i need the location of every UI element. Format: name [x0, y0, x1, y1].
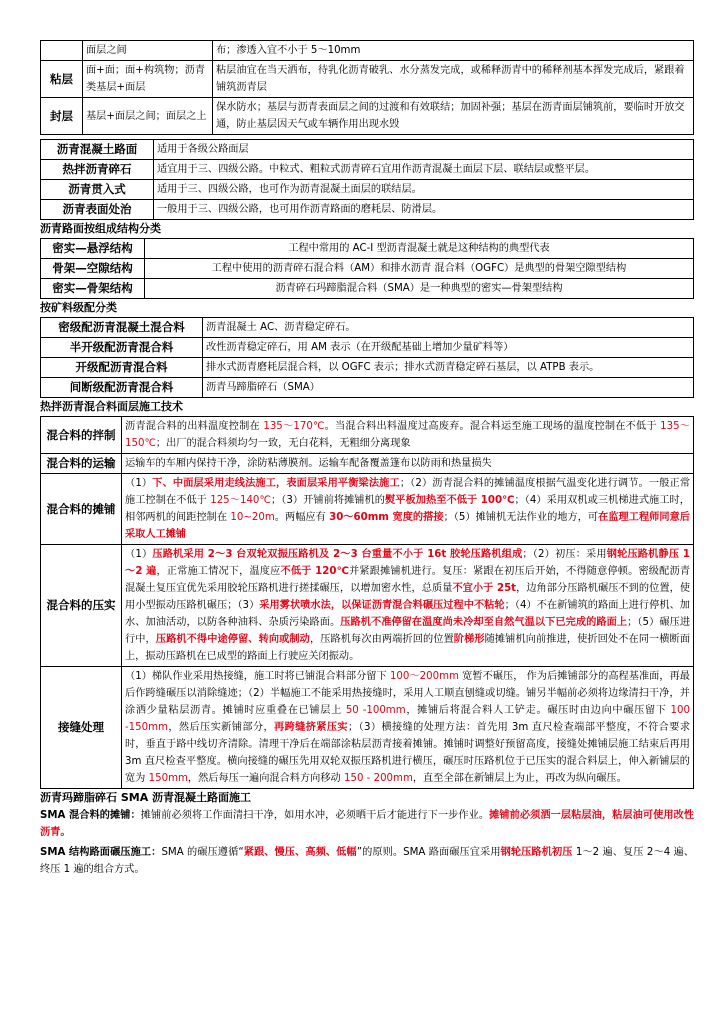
text-run: （1）: [125, 478, 153, 489]
text-run: ，摊铺后将混合料人工铲走。碾压时由边向中碾压留下: [405, 705, 671, 716]
step-label: 混合料的压实: [41, 545, 122, 667]
highlight-text: 150mm: [148, 773, 188, 784]
highlight-text: 压路机不准停留在温度尚未冷却至自然气温以下已完成的路面上: [340, 617, 628, 628]
structure-table: [40, 238, 694, 299]
gradation-name: 密级配沥青混凝土混合料: [41, 318, 203, 338]
text-run: 摊铺前必须将工作面清扫干净，如用水冲，必须晒干后才能进行下一步作业。: [140, 810, 490, 821]
text-run: 并紧跟摊铺机进行。复压：紧跟在初压后开始，不得随意停顿。密级配沥青混凝土复压宜优先采用胶轮压路机进行搓揉碾压，以增加密水性，总质量: [125, 566, 691, 594]
highlight-text: 在监理工程师同意后采取人工摊铺: [125, 512, 690, 540]
between-cell: 面层之间: [83, 41, 213, 61]
table-row: [41, 474, 694, 545]
highlight-text: 摊铺前必须洒一层粘层油，粘层油可使用改性沥青。: [40, 810, 695, 838]
table-row: [41, 259, 694, 279]
table-row: [41, 417, 694, 454]
gradation-desc: 排水式沥青磨耗层混合料，以 OGFC 表示；排水式沥青稳定碎石基层，以 ATPB 表示。: [203, 358, 694, 378]
table-row: [41, 358, 694, 378]
gradation-desc: 沥青混凝土 AC、沥青稳定碎石。: [203, 318, 694, 338]
table-row: [41, 140, 694, 160]
between-cell: 基层+面层之间；面层之上: [83, 98, 213, 135]
pavement-type-desc: 适宜用于三、四级公路。中粒式、粗粒式沥青碎石宜用作沥青混凝土面层下层、联结层或整平层。: [154, 160, 694, 180]
table-row: [41, 239, 694, 259]
step-label: 混合料的摊铺: [41, 474, 122, 545]
section-heading: 按矿料级配分类: [40, 301, 117, 314]
pavement-type-desc: 适用于三、四级公路，也可作为沥青混凝土面层的联结层。: [154, 180, 694, 200]
table-row: [41, 378, 694, 398]
structure-desc: 工程中常用的 AC-I 型沥青混凝土就是这种结构的典型代表: [145, 239, 694, 259]
gradation-name: 半开级配沥青混合料: [41, 338, 203, 358]
sma-rolling-paragraph: [40, 844, 694, 878]
document-page: [40, 40, 694, 878]
highlight-text: 紧跟、慢压、高频、低幅: [243, 847, 357, 858]
text-run: 1～2 遍、复压 2～4 遍、 终压 1 遍的组合方式。: [40, 847, 694, 875]
text-run: ；（2）初压：采用: [522, 549, 607, 560]
table-row: [41, 454, 694, 474]
highlight-text: 再跨缝挤紧压实: [274, 722, 348, 733]
text-run: ，压路机每次由两端折回的位置: [309, 634, 454, 645]
highlight-text: 135～150℃: [125, 421, 690, 449]
layer-name-cell: [41, 41, 83, 61]
paving-desc: [122, 474, 694, 545]
description-cell: 保水防水；基层与沥青表面层之间的过渡和有效联结；加固补强；基层在沥青面层铺筑前，要临时开放交通，防止基层因天气或车辆作用出现水毁: [213, 98, 694, 135]
table-row: [41, 160, 694, 180]
sma-paving-paragraph: [40, 807, 694, 841]
gradation-desc: 改性沥青稳定碎石，用 AM 表示（在开级配基础上增加少量矿料等）: [203, 338, 694, 358]
text-run: ；（4）不在新铺筑的路面上进行停机、加水、加油活动，以防各种油料、杂质污染路面。: [125, 600, 690, 628]
structure-name: 骨架—空隙结构: [41, 259, 145, 279]
text-run: ；（4）采用双机或三机梯进式施工时，相邻两机的间距控制在: [125, 495, 690, 523]
text-run: ；（3）开铺前将摊铺机的: [270, 495, 386, 506]
highlight-text: 压路机不得中途停留、转向或制动: [155, 634, 310, 645]
pavement-type-desc: 一般用于三、四级公路，也可用作沥青路面的磨耗层、防滑层。: [154, 200, 694, 220]
highlight-text: 钢轮压路机初压: [500, 847, 573, 858]
pavement-type-name: 沥青表面处治: [41, 200, 154, 220]
table-row: [41, 41, 694, 61]
table-row: [41, 200, 694, 220]
highlight-text: 不宜小于 25t: [452, 583, 517, 594]
section-heading: 热拌沥青混合料面层施工技术: [40, 400, 183, 413]
pavement-type-name: 沥青贯入式: [41, 180, 154, 200]
pavement-type-desc: 适用于各级公路面层: [154, 140, 694, 160]
text-run: 。两幅应有: [274, 512, 330, 523]
step-label: 接缝处理: [41, 667, 122, 789]
table-row: [41, 667, 694, 789]
section-heading: 沥青玛蹄脂碎石 SMA 沥青混凝土路面施工: [40, 791, 252, 804]
gradation-desc: 沥青马蹄脂碎石（SMA）: [203, 378, 694, 398]
joint-desc: [122, 667, 694, 789]
highlight-text: 下、中面层采用走线法施工，表面层采用平衡梁法施工: [152, 478, 400, 489]
text-run: ；（5）摊铺机无法作业的地方，可: [443, 512, 599, 523]
step-label: 混合料的运输: [41, 454, 122, 474]
layer-name-cell: 封层: [41, 98, 83, 135]
bond-layer-table: [40, 40, 694, 135]
text-run: ，直至全部在新铺层上为止，再改为纵向碾压。: [412, 773, 627, 784]
text-run: （1）梯队作业采用热接缝，施工时将已铺混合料部分留下: [125, 671, 390, 682]
text-run: ，然后每压一遍向混合料方向移动: [187, 773, 344, 784]
description-cell: 粘层油宜在当天洒布，待乳化沥青破乳、水分蒸发完成，或稀释沥青中的稀释剂基本挥发完成后，紧跟着铺筑沥青层: [213, 61, 694, 98]
highlight-text: 50 -100mm: [345, 705, 406, 716]
mixing-desc: [122, 417, 694, 454]
table-row: [41, 279, 694, 299]
table-row: [41, 338, 694, 358]
highlight-text: 150 - 200mm: [343, 773, 413, 784]
text-run: （1）: [125, 549, 153, 560]
paragraph-label: SMA 结构路面碾压施工：: [40, 847, 162, 858]
text-run: ，正常施工情况下，温度应: [156, 566, 281, 577]
text-run: 沥青混合料的出料温度控制在: [125, 421, 264, 432]
gradation-table: [40, 317, 694, 398]
text-run: ”的原则。SMA 路面碾压宜采用: [356, 847, 501, 858]
between-cell: 面+面；面+构筑物；沥青类基层+面层: [83, 61, 213, 98]
structure-name: 密实—悬浮结构: [41, 239, 145, 259]
transport-desc: 运输车的车厢内保持干净，涂防粘薄膜剂。运输车配备覆盖篷布以防雨和热量损失: [122, 454, 694, 474]
text-run: ；出厂的混合料须均匀一致，无白花料，无粗细分离现象: [155, 438, 411, 449]
highlight-text: 100 -150mm: [125, 705, 690, 733]
highlight-text: 钢轮压路机静压 1～2 遍: [125, 549, 691, 577]
text-run: ；（2）沥青混合料的摊铺温度根据气温变化进行调节。一般正常施工控制在不低于: [125, 478, 691, 506]
highlight-text: 压路机采用 2～3 台双轮双振压路机及 2～3 台重量不小于 16t 胶轮压路机组成: [152, 549, 523, 560]
text-run: 。当混合料出料温度过高废弃。混合料运至施工现场的温度控制在不低于: [324, 421, 661, 432]
pavement-type-name: 热拌沥青碎石: [41, 160, 154, 180]
step-label: 混合料的拌制: [41, 417, 122, 454]
table-row: [41, 180, 694, 200]
table-row: [41, 545, 694, 667]
gradation-name: 间断级配沥青混合料: [41, 378, 203, 398]
highlight-text: 10~20m: [230, 512, 275, 523]
text-run: 随摊铺机向前推进，使折回处不在同一横断面上，振动压路机在已成型的路面上行驶应关闭振动。: [125, 634, 691, 662]
text-run: 宽暂不碾压， 作为后摊铺部分的高程基准面，再最后作跨缝碾压以消除缝迹；（2）半幅施工不能采用热接缝时，采用人工顺直刨缝或切缝。铺另半幅前必须将边缘清扫干净，并涂洒少量粘层沥青。摊铺时应重叠在已铺层上: [125, 671, 690, 716]
construction-table: [40, 416, 694, 789]
structure-desc: 沥青碎石玛蹄脂混合料（SMA）是一种典型的密实—骨架型结构: [145, 279, 694, 299]
text-run: ；（5）碾压进行中，: [125, 617, 691, 645]
highlight-text: 125～140℃: [210, 495, 271, 506]
layer-name-cell: 粘层: [41, 61, 83, 98]
highlight-text: 熨平板加热至不低于 100℃: [385, 495, 515, 506]
table-row: [41, 98, 694, 135]
highlight-text: 阶梯形: [453, 634, 485, 645]
rolling-desc: [122, 545, 694, 667]
text-run: ；（3）横接缝的处理方法：首先用 3m 直尺检查端部平整度，不符合要求时，垂直于路中线切齐清除。清理干净后在端部涂粘层沥青接着摊铺。摊铺时调整好预留高度，接缝处摊铺层施工结束后再用 3m 直尺检查平整度。横向接缝的碾压先用双轮双振压路机进行横压，碾压时压路机位于已压实的混合料层上，伸入新铺层的宽为: [125, 722, 690, 784]
paragraph-label: SMA 混合料的摊铺：: [40, 810, 141, 821]
structure-name: 密实—骨架结构: [41, 279, 145, 299]
table-row: [41, 61, 694, 98]
text-run: ，边角部分压路机碾压不到的位置，使用小型振动压路机碾压；（3）: [125, 583, 691, 611]
pavement-type-name: 沥青混凝土路面: [41, 140, 154, 160]
pavement-type-table: [40, 139, 694, 220]
section-heading: 沥青路面按组成结构分类: [40, 222, 161, 235]
highlight-text: 30～60mm 宽度的搭接: [329, 512, 444, 523]
description-cell: 布；渗透入宜不小于 5～10mm: [213, 41, 694, 61]
table-row: [41, 318, 694, 338]
gradation-name: 开级配沥青混合料: [41, 358, 203, 378]
highlight-text: 不低于 120℃: [280, 566, 350, 577]
text-run: SMA 的碾压遵循“: [161, 847, 244, 858]
text-run: ，然后压实新铺部分，: [167, 722, 275, 733]
highlight-text: 135～170℃: [263, 421, 325, 432]
highlight-text: 采用雾状喷水法，以保证沥青混合料碾压过程中不粘轮: [259, 600, 505, 611]
structure-desc: 工程中使用的沥青碎石混合料（AM）和排水沥青 混合料（OGFC）是典型的骨架空隙型结构: [145, 259, 694, 279]
highlight-text: 100～200mm: [389, 671, 459, 682]
